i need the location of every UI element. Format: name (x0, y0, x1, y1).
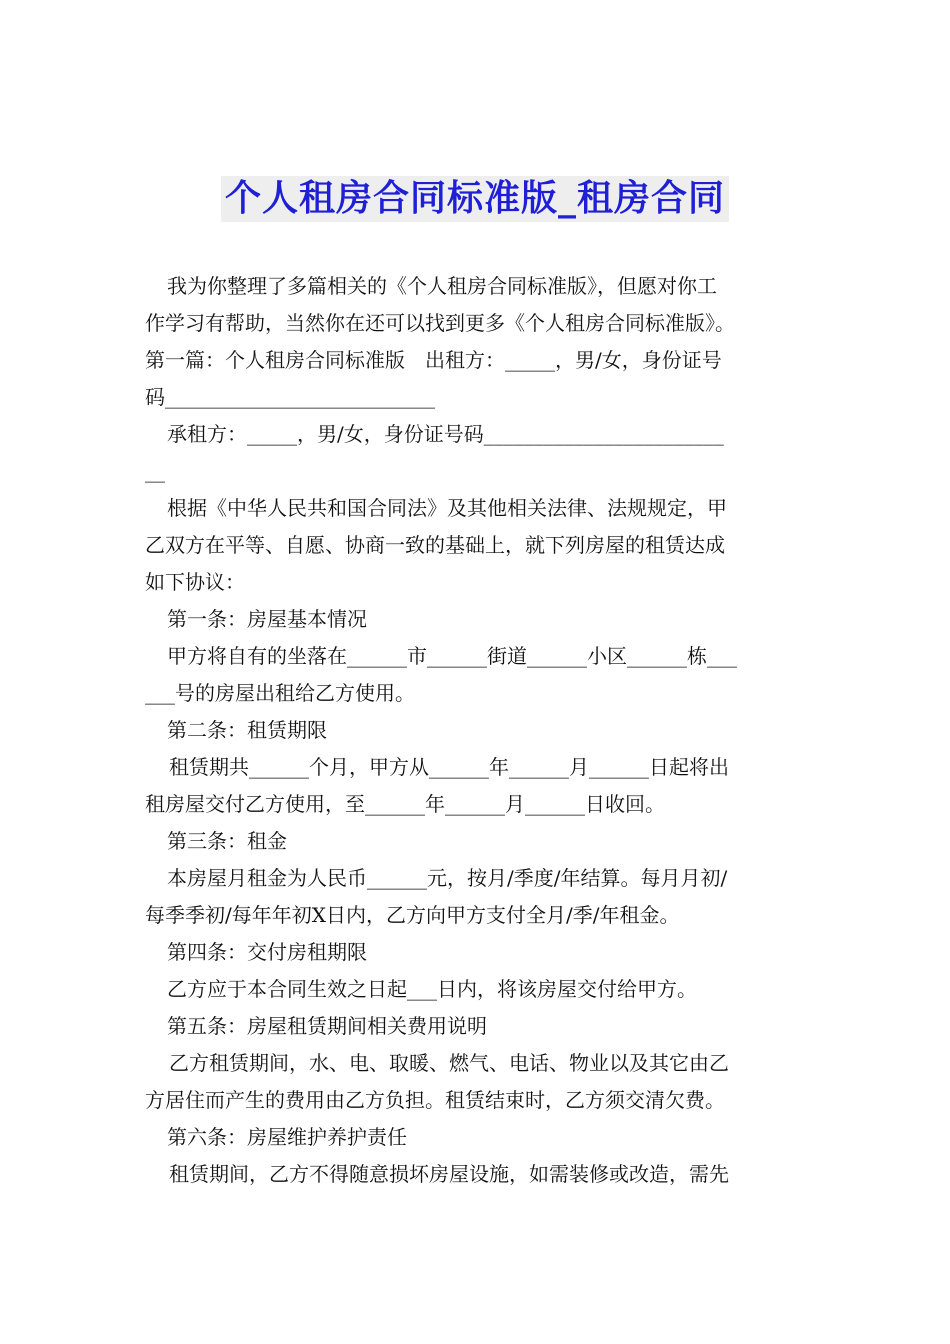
paragraph-line: 租赁期共______个月，甲方从______年______月______日起将出 (169, 755, 729, 779)
paragraph-line: 每季季初/每年年初X日内，乙方向甲方支付全月/季/年租金。 (145, 903, 680, 927)
section-heading: 第二条：租赁期限 (167, 718, 327, 742)
paragraph-line: __ (145, 459, 165, 483)
section-heading: 第三条：租金 (167, 829, 287, 853)
section-heading: 第四条：交付房租期限 (167, 940, 367, 964)
paragraph-line: 第一篇：个人租房合同标准版 出租方：_____，男/女，身份证号 (145, 348, 722, 372)
paragraph-line: 甲方将自有的坐落在______市______街道______小区______栋___ (167, 644, 737, 668)
paragraph-line: 乙双方在平等、自愿、协商一致的基础上，就下列房屋的租赁达成 (145, 533, 725, 557)
paragraph-line: 租房屋交付乙方使用，至______年______月______日收回。 (145, 792, 665, 816)
title-container (0, 176, 950, 222)
paragraph-line: 乙方应于本合同生效之日起___日内，将该房屋交付给甲方。 (167, 977, 697, 1001)
paragraph-line: 租赁期间，乙方不得随意损坏房屋设施，如需装修或改造，需先 (169, 1162, 729, 1186)
paragraph-line: 承租方：_____，男/女，身份证号码________________________ (167, 422, 724, 446)
paragraph-line: 根据《中华人民共和国合同法》及其他相关法律、法规规定，甲 (167, 496, 727, 520)
section-heading: 第六条：房屋维护养护责任 (167, 1125, 407, 1149)
paragraph-line: 我为你整理了多篇相关的《个人租房合同标准版》，但愿对你工 (167, 274, 717, 298)
document-title: 个人租房合同标准版_租房合同 (221, 176, 729, 222)
paragraph-line: 本房屋月租金为人民币______元，按月/季度/年结算。每月月初/ (167, 866, 728, 890)
paragraph-line: 作学习有帮助，当然你在还可以找到更多《个人租房合同标准版》。 (145, 311, 735, 335)
section-heading: 第五条：房屋租赁期间相关费用说明 (167, 1014, 487, 1038)
paragraph-line: 方居住而产生的费用由乙方负担。租赁结束时，乙方须交清欠费。 (145, 1088, 725, 1112)
paragraph-line: 乙方租赁期间，水、电、取暖、燃气、电话、物业以及其它由乙 (169, 1051, 729, 1075)
paragraph-line: ___号的房屋出租给乙方使用。 (145, 681, 415, 705)
paragraph-line: 如下协议： (145, 570, 245, 594)
document-body (145, 268, 810, 1193)
section-heading: 第一条：房屋基本情况 (167, 607, 367, 631)
paragraph-line: 码___________________________ (145, 385, 435, 409)
